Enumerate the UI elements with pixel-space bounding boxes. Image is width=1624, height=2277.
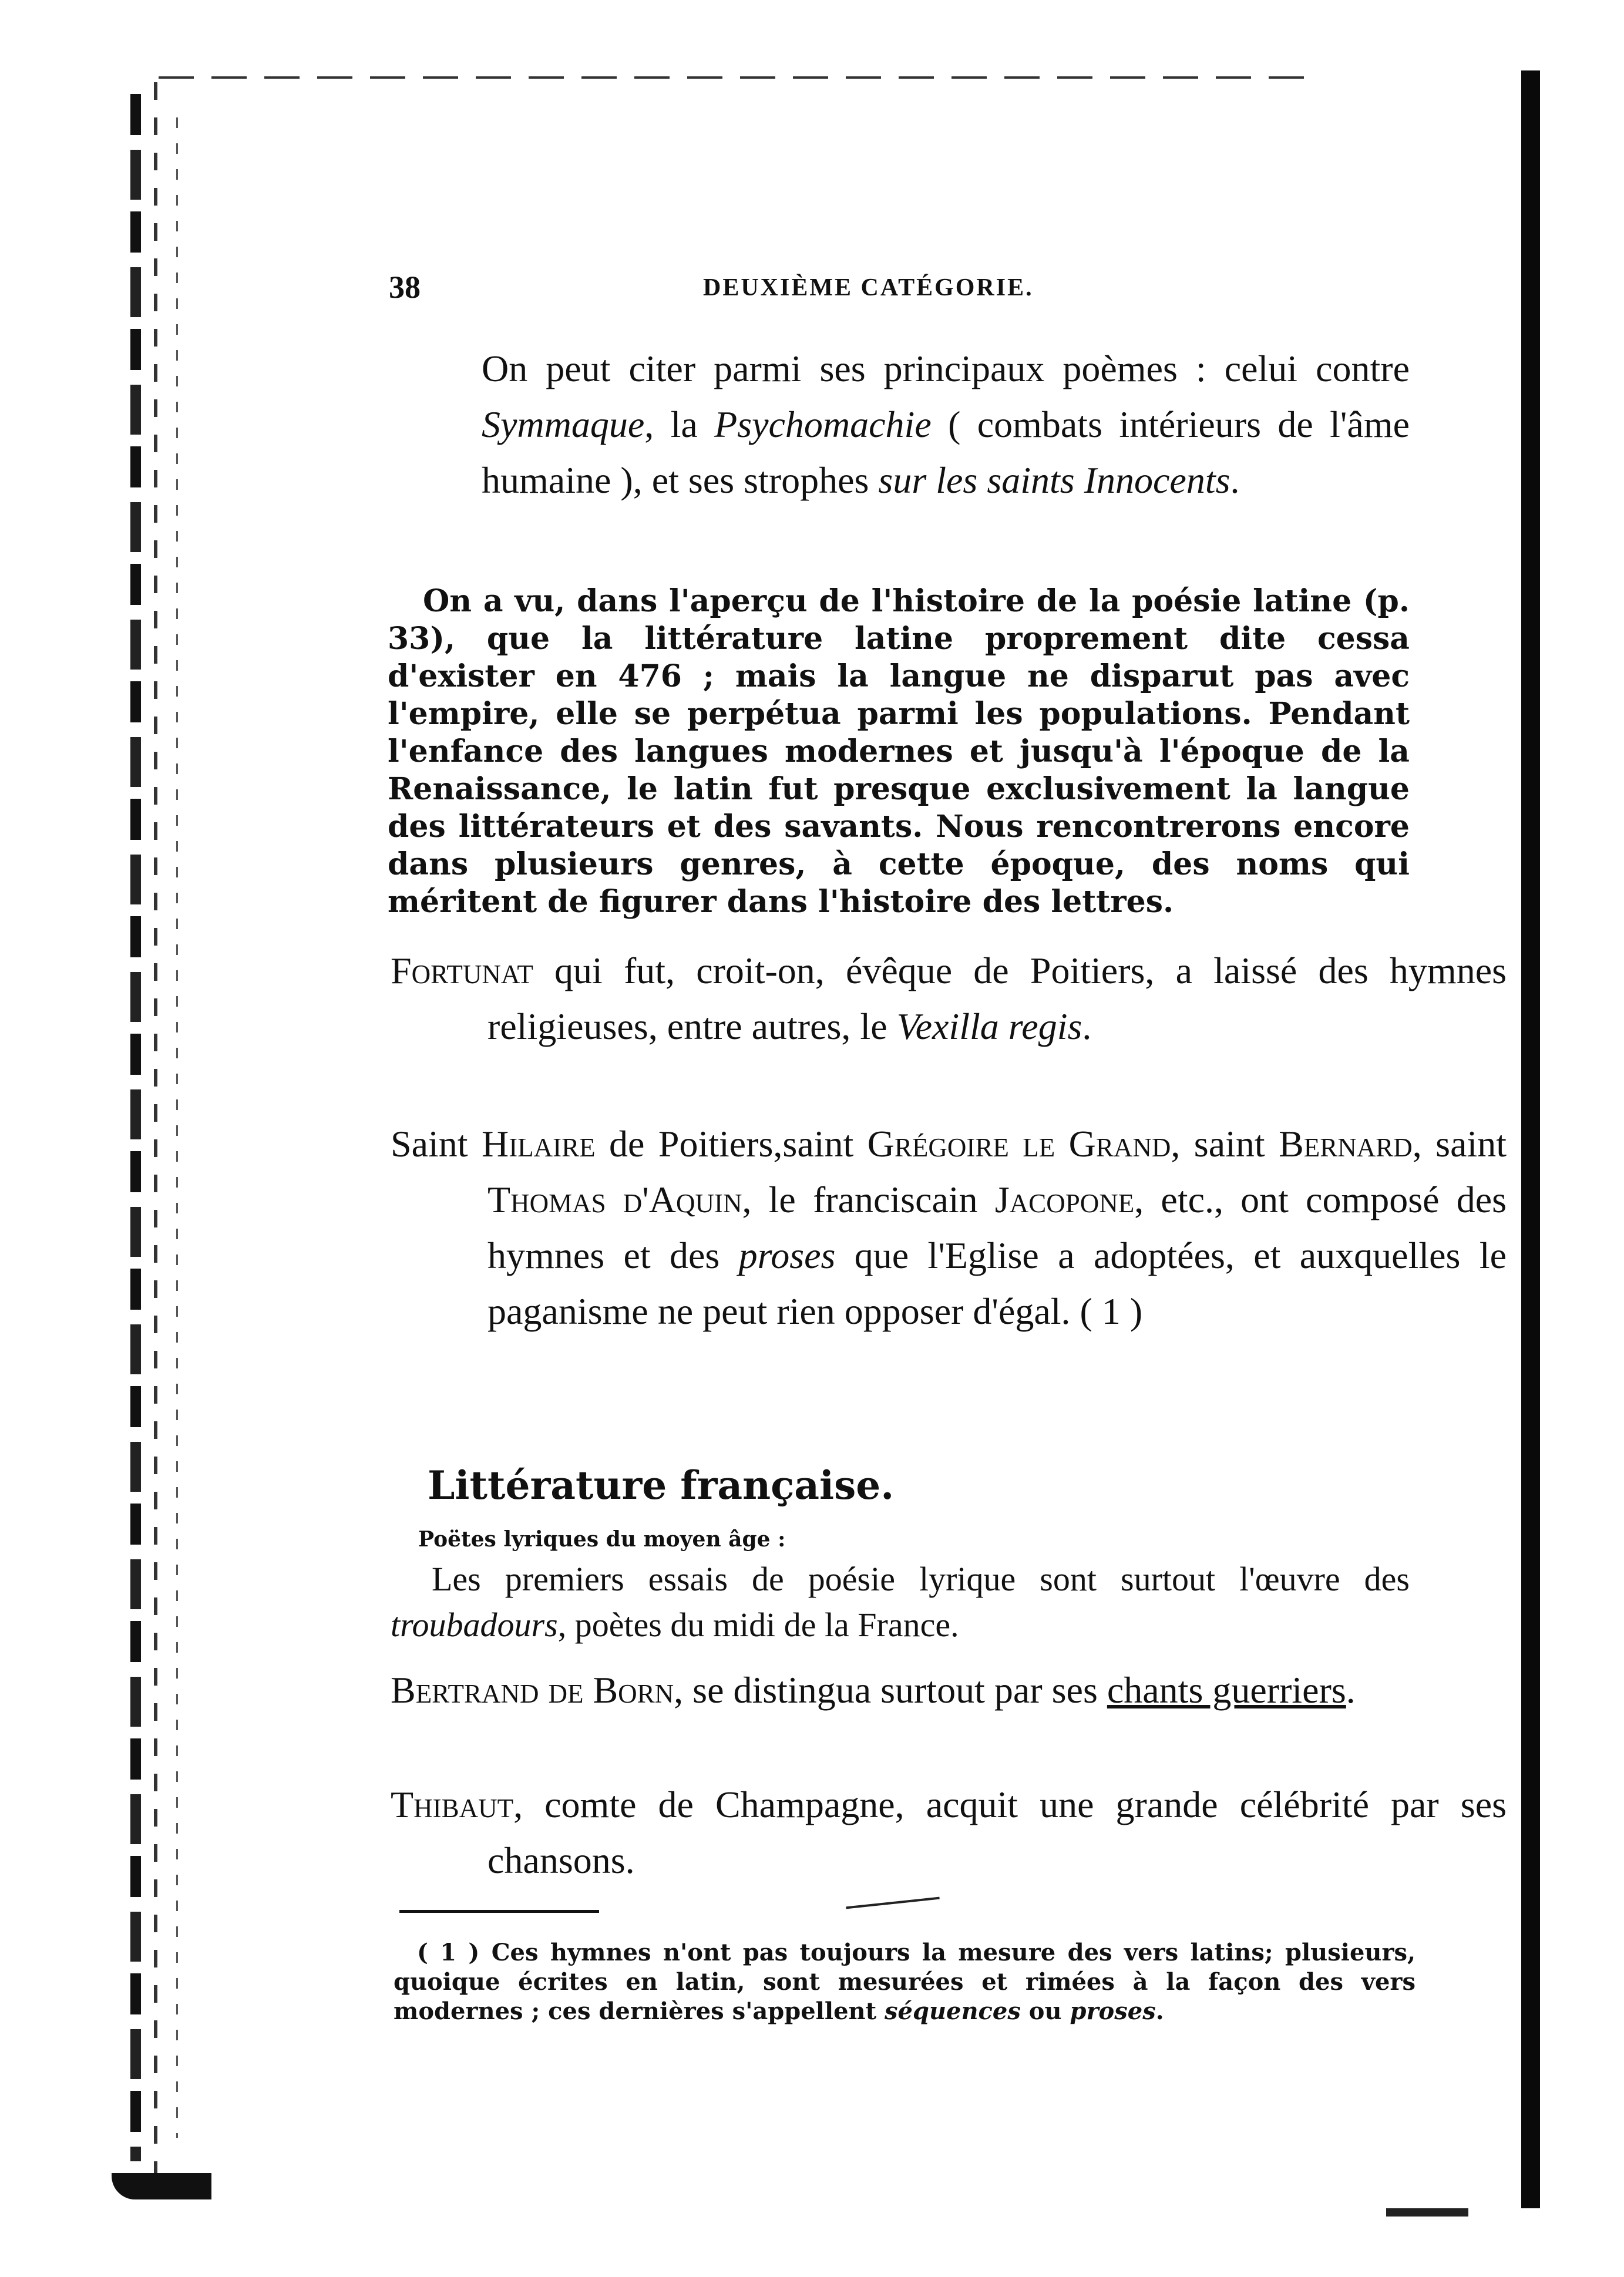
running-head-title: DEUXIÈME CATÉGORIE. bbox=[703, 274, 1034, 301]
bertrand-entry bbox=[391, 1662, 1507, 1718]
footnote-rule bbox=[399, 1910, 599, 1913]
work-title-innocents: sur les saints Innocents bbox=[878, 459, 1230, 501]
text-run: ( 1 ) Ces hymnes n'ont pas toujours la mesure des vers latins; plusieurs, quoique écrites en latin, sont mesurées et rimées à la façon des vers modernes ; ces dernières s'appellent bbox=[394, 1939, 1415, 2025]
text-run: , etc., ont composé des hymnes et des bbox=[487, 1179, 1507, 1276]
pen-mark bbox=[846, 1897, 940, 1909]
text-run: , le franciscain bbox=[742, 1179, 995, 1220]
term-proses: proses bbox=[738, 1235, 836, 1276]
term-sequences: séquences bbox=[885, 1997, 1021, 2025]
text-run: , se distingua surtout par ses bbox=[674, 1669, 1107, 1711]
author-name: Jacopone bbox=[994, 1179, 1135, 1220]
page-number: 38 bbox=[389, 270, 421, 305]
text-run: . bbox=[1346, 1669, 1356, 1711]
section-subtitle: Poëtes lyriques du moyen âge : bbox=[418, 1527, 786, 1552]
running-head bbox=[389, 269, 1117, 310]
term-troubadours: troubadours bbox=[391, 1606, 558, 1644]
text-run: . bbox=[1082, 1005, 1092, 1047]
underlined-phrase: chants guerriers bbox=[1107, 1669, 1346, 1711]
author-name: Hilaire bbox=[481, 1123, 596, 1165]
text-run: . bbox=[1155, 1997, 1164, 2025]
section-title: Littérature française. bbox=[428, 1462, 895, 1508]
latin-paragraph: On a vu, dans l'aperçu de l'histoire de la poésie latine (p. 33), que la littérature latine proprement dite cessa d'exister en 476 ; mais la langue ne disparut pas avec l'empire, elle se perpétua parmi les populations. Pendant l'enfance des langues modernes et jusqu'à l'époque de la Renaissance, le latin fut presque exclusivement la langue des littérateurs et des savants. Nous rencontrerons encore dans plusieurs genres, à cette époque, des noms qui méritent de figurer dans l'histoire des lettres. bbox=[388, 583, 1410, 920]
text-run: . bbox=[1230, 459, 1240, 501]
work-title-vexilla: Vexilla regis bbox=[896, 1005, 1082, 1047]
work-title-psychomachie: Psychomachie bbox=[714, 403, 932, 445]
text-run: ou bbox=[1020, 1997, 1070, 2025]
text-run: , la bbox=[644, 403, 715, 445]
thibaut-entry bbox=[391, 1777, 1507, 1888]
text-run: , saint bbox=[1171, 1123, 1279, 1165]
term-proses: proses bbox=[1070, 1997, 1156, 2025]
prudentius-works-paragraph bbox=[482, 341, 1410, 508]
text-run: Les premiers essais de poésie lyrique sont surtout l'œuvre des bbox=[432, 1560, 1410, 1598]
hymn-authors-entry bbox=[391, 1116, 1507, 1339]
text-run: , poètes du midi de la France. bbox=[557, 1606, 959, 1644]
text-run: de Poitiers,saint bbox=[595, 1123, 868, 1165]
text-run: On peut citer parmi ses principaux poèmes : celui contre bbox=[482, 348, 1410, 389]
author-name: Bernard bbox=[1279, 1123, 1413, 1165]
text-run: Saint bbox=[391, 1123, 482, 1165]
author-name: Fortunat bbox=[391, 950, 533, 991]
text-run: , saint bbox=[1412, 1123, 1507, 1165]
author-name: Thibaut bbox=[391, 1784, 514, 1825]
work-title-symmaque: Symmaque bbox=[482, 403, 645, 445]
text-run: que l'Eglise a adoptées, et auxquelles le paganisme ne peut rien opposer d'égal. ( 1 ) bbox=[487, 1235, 1507, 1332]
footnote bbox=[394, 1938, 1415, 2026]
author-name: Thomas d'Aquin bbox=[487, 1179, 742, 1220]
author-name: Bertrand de Born bbox=[391, 1669, 674, 1711]
author-name: Grégoire le Grand bbox=[867, 1123, 1171, 1165]
fortunat-entry bbox=[391, 943, 1507, 1054]
text-run: ( combats intérieurs de l'âme humaine ), et ses strophes bbox=[482, 403, 1410, 501]
troubadours-paragraph bbox=[391, 1556, 1410, 1648]
text-run: qui fut, croit-on, évêque de Poitiers, a laissé des hymnes religieuses, entre autres, le bbox=[487, 950, 1507, 1047]
text-run: , comte de Champagne, acquit une grande célébrité par ses chansons. bbox=[487, 1784, 1507, 1881]
